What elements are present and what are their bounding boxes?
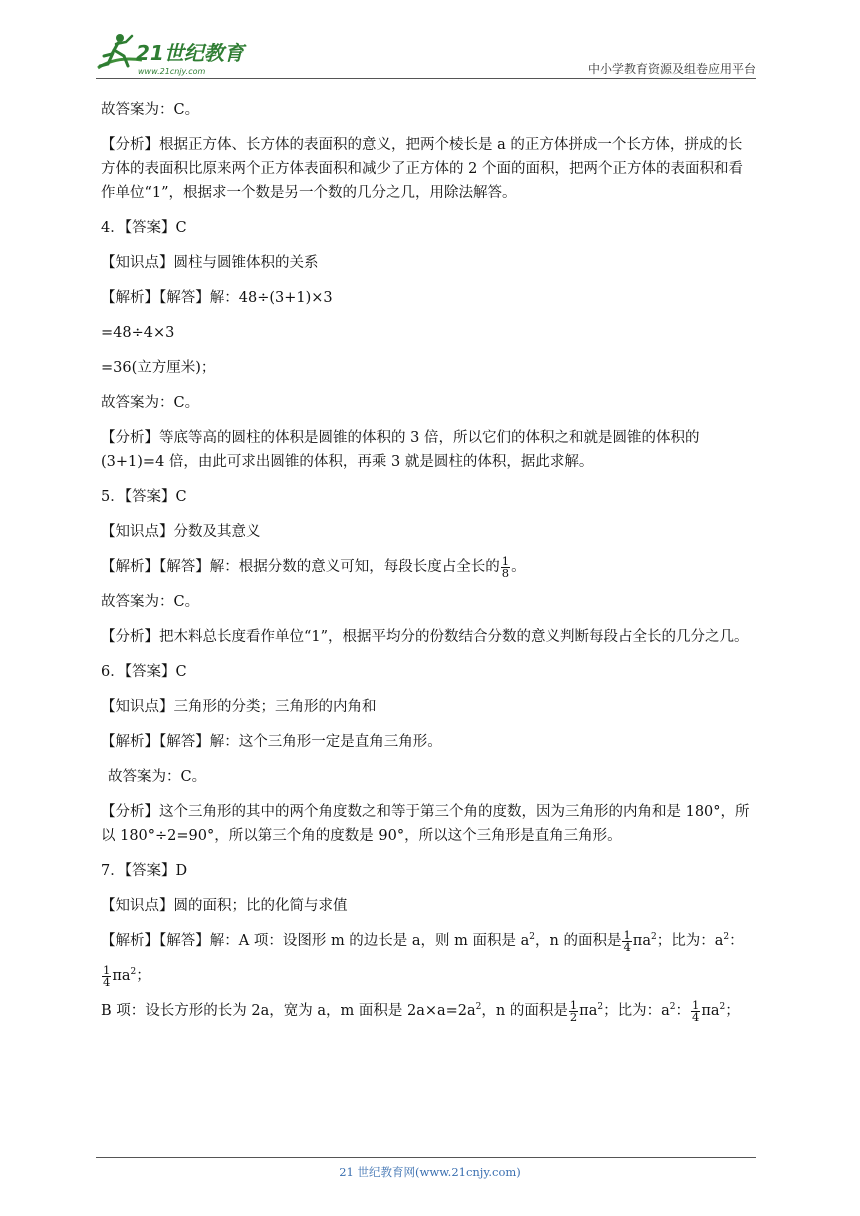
fraction: $\frac{1}{2}$ bbox=[569, 997, 578, 1024]
solution-line: 【解析】【解答】解：A 项：设图形 m 的边长是 a，则 m 面积是 $a^2$，n 的面积是 $\frac{1}{4}$ $\pi a^2$；比为：$a^2$： bbox=[101, 927, 744, 954]
solution-line: 【解析】【解答】解：48÷(3+1)×3 bbox=[101, 290, 333, 306]
analysis-paragraph: 【分析】根据正方体、长方体的表面积的意义，把两个棱长是 a 的正方体拼成一个长方体，拼成的长方体的表面积比原来两个正方体表面积和减少了正方体的 2 个面的面积，把两个正方体的表面积和看作单位“1”，根据求一个数是另一个数的几分之几，用除法解答。 bbox=[101, 137, 743, 201]
text-line: 故答案为：C。 bbox=[108, 769, 207, 785]
footer-site-link[interactable]: 21 世纪教育网(www.21cnjy.com) bbox=[339, 1165, 521, 1179]
knowledge-point: 【知识点】圆柱与圆锥体积的关系 bbox=[101, 255, 319, 271]
equation-line: =36(立方厘米)； bbox=[101, 360, 216, 376]
fraction: $\frac{1}{4}$ bbox=[691, 997, 700, 1024]
text-line: 故答案为：C。 bbox=[101, 395, 200, 411]
fraction: $\frac{1}{4}$ bbox=[103, 962, 111, 989]
answer-heading: 7．【答案】D bbox=[101, 863, 188, 879]
text-line: 故答案为：C。 bbox=[101, 594, 200, 610]
solution-line: 【解析】【解答】解：根据分数的意义可知，每段长度占全长的 $\frac{1}{8}$ 。 bbox=[101, 553, 526, 580]
equation-line: =48÷4×3 bbox=[101, 325, 175, 341]
answer-heading: 6．【答案】C bbox=[101, 664, 187, 680]
header-platform-name: 中小学教育资源及组卷应用平台 bbox=[587, 62, 756, 76]
answer-content bbox=[101, 98, 754, 1034]
answer-heading: 5．【答案】C bbox=[101, 489, 187, 505]
logo-url: www.21cnjy.com bbox=[138, 67, 206, 76]
analysis-paragraph: 【分析】把木料总长度看作单位“1”，根据平均分的份数结合分数的意义判断每段占全长的几分之几。 bbox=[101, 629, 749, 645]
page-header bbox=[96, 30, 756, 80]
header-divider bbox=[96, 78, 756, 79]
knowledge-point: 【知识点】圆的面积；比的化简与求值 bbox=[101, 898, 348, 914]
fraction: $\frac{1}{4}$ bbox=[623, 927, 631, 954]
analysis-paragraph: 【分析】这个三角形的其中的两个角度数之和等于第三个角的度数，因为三角形的内角和是 180°，所以 180°÷2=90°，所以第三个角的度数是 90°，所以这个三角形是直角三角形。 bbox=[101, 804, 750, 844]
solution-line: 【解析】【解答】解：这个三角形一定是直角三角形。 bbox=[101, 734, 442, 750]
text-line: 故答案为：C。 bbox=[101, 102, 200, 118]
fraction: $\frac{1}{8}$ bbox=[501, 553, 510, 580]
knowledge-point: 【知识点】分数及其意义 bbox=[101, 524, 261, 540]
solution-line: $\frac{1}{4}$ $\pi a^2$； bbox=[103, 962, 151, 989]
analysis-paragraph: 【分析】等底等高的圆柱的体积是圆锥的体积的 3 倍，所以它们的体积之和就是圆锥的体积的(3+1)=4 倍，由此可求出圆锥的体积，再乘 3 就是圆柱的体积，据此求解。 bbox=[101, 430, 700, 470]
logo-text: 21世纪教育 bbox=[136, 41, 244, 65]
footer-divider bbox=[96, 1157, 756, 1158]
solution-line: B 项：设长方形的长为 2a，宽为 a，m 面积是 $2a\times a=2a^2$，n 的面积是 $\frac{1}{2}$ $\pi a^2$；比为：$a^2$： $\frac{1}{4}$ $\pi a^2$； bbox=[101, 997, 740, 1024]
site-logo bbox=[96, 30, 276, 80]
answer-heading: 4．【答案】C bbox=[101, 220, 187, 236]
knowledge-point: 【知识点】三角形的分类；三角形的内角和 bbox=[101, 699, 377, 715]
